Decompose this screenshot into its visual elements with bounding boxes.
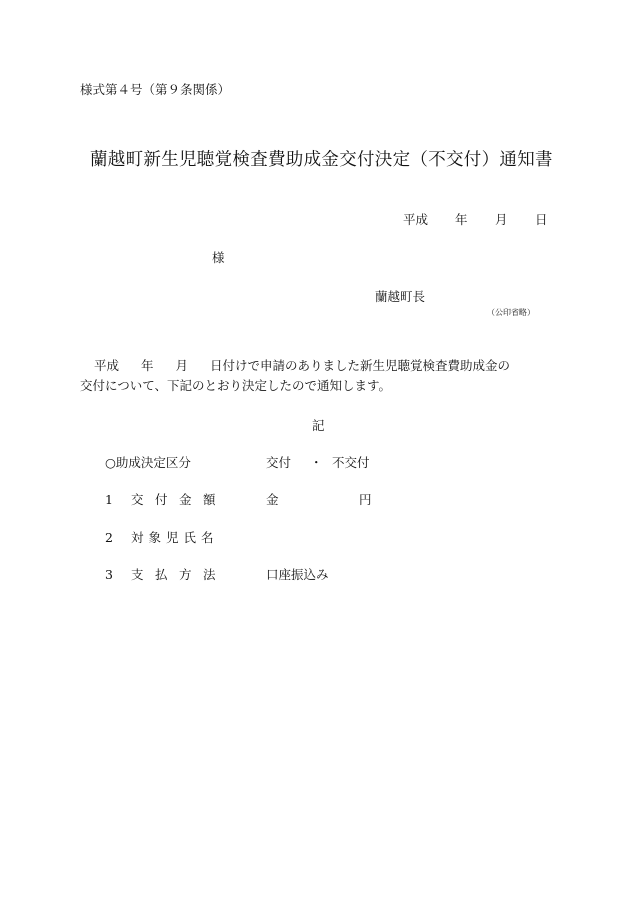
date-day: 日 [535,212,548,227]
item-label: 交付金額 [131,492,228,507]
date-month: 月 [495,212,508,227]
item-row-payment-method [105,565,329,583]
body-month: 月 [175,358,189,373]
body-era: 平成 [94,358,120,373]
ki-heading: 記 [312,418,325,433]
date-line [403,210,548,228]
item-number: 1 [105,492,113,507]
item-row-child-name [105,528,266,546]
decision-option-no-grant: 不交付 [332,455,370,470]
item-number: 3 [105,567,113,582]
form-number: 様式第４号（第９条関係） [80,82,231,97]
addressee-suffix: 様 [212,250,225,265]
body-line-2: 交付について、下記のとおり決定したので通知します。 [80,378,392,393]
notice-body [80,356,560,396]
amount-unit: 円 [359,492,372,507]
seal-note: （公印省略） [487,308,535,317]
decision-separator: ・ [310,455,323,470]
body-line1-rest: 日付けで申請のありました新生児聴覚検査費助成金の [210,358,511,373]
item-number: 2 [105,530,113,545]
item-row-amount [105,490,372,508]
amount-prefix: 金 [266,492,279,507]
decision-option-grant: 交付 [266,455,292,470]
decision-row [105,453,370,471]
item-label: 対象児氏名 [131,530,219,545]
decision-label: ○助成決定区分 [105,455,191,470]
date-era: 平成 [403,212,429,227]
body-line-1 [80,356,560,376]
item-label: 支払方法 [131,567,228,582]
document-title: 蘭越町新生児聴覚検査費助成金交付決定（不交付）通知書 [90,150,553,170]
issuer-name: 蘭越町長 [375,289,426,304]
payment-method-value: 口座振込み [266,567,329,582]
date-year: 年 [455,212,468,227]
body-year: 年 [141,358,154,373]
